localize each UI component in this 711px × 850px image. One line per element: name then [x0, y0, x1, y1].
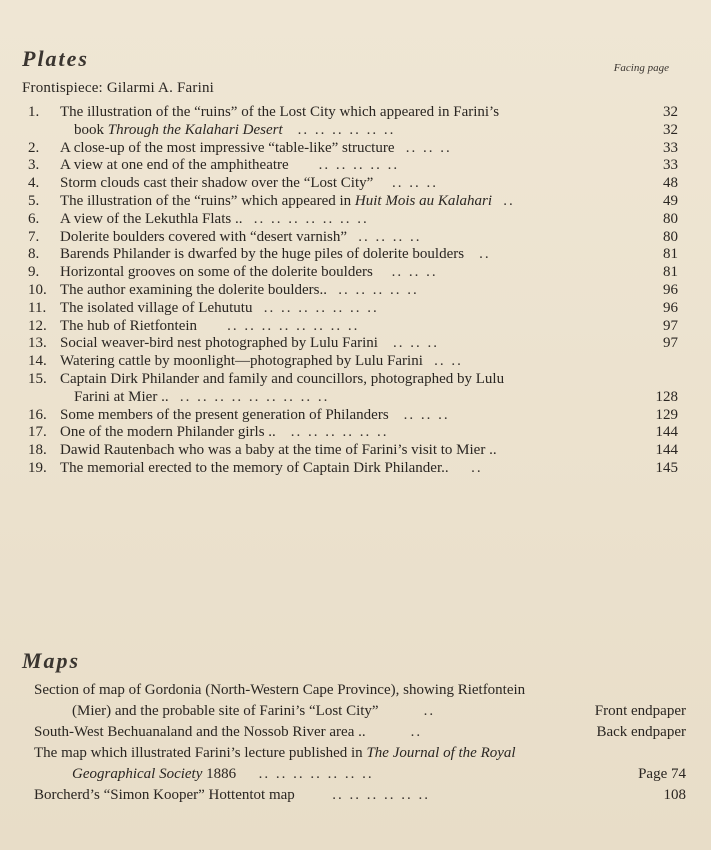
map-entry-1-cont: [34, 701, 686, 722]
leader-dots: .. .. .. .. .. ..: [290, 424, 389, 441]
plate-page: 144: [655, 424, 678, 441]
plate-entry-18: 18. Dawid Rautenbach who was a baby at the time of Farini’s visit to Mier .. 144: [28, 442, 678, 459]
plate-entry-2: 2. A close-up of the most impressive “table-like” structure .. .. .. 33: [28, 139, 678, 156]
leader-dots: .. .. .. .. .. .. .. .. ..: [179, 388, 330, 405]
plate-entry-4: 4. Storm clouds cast their shadow over the “Lost City” .. .. .. 48: [28, 175, 678, 192]
maps-heading: Maps: [22, 648, 81, 673]
book-title: Huit Mois au Kalahari: [354, 192, 493, 209]
leader-dots: .. .. ..: [405, 139, 452, 156]
plate-entry-1: [22, 104, 678, 122]
map-caption: (Mier) and the probable site of Farini’s “Lost City”: [72, 703, 379, 719]
plate-entry-12: 12. The hub of Rietfontein .. .. .. .. .. .. .. .. 97: [28, 317, 678, 334]
leader-dots: .. .. ..: [403, 406, 450, 423]
frontispiece-entry: Frontispiece: Gilarmi A. Farini: [22, 80, 215, 96]
plate-number: 1.: [28, 104, 40, 120]
plate-caption: Storm clouds cast their shadow over the “Lost City”: [60, 175, 374, 192]
plate-entry-14: 14. Watering cattle by moonlight—photographed by Lulu Farini .. ..: [28, 353, 463, 370]
plate-entry-9: 9. Horizontal grooves on some of the dolerite boulders .. .. .. 81: [28, 264, 678, 281]
maps-list: [34, 680, 686, 806]
plate-entry-8: 8. Barends Philander is dwarfed by the huge piles of dolerite boulders .. 81: [28, 246, 678, 263]
journal-title: Geographical Society: [72, 766, 203, 782]
leader-dots: ..: [423, 703, 436, 719]
plate-caption: The illustration of the “ruins” of the Lost City which appeared in Farini’s: [60, 104, 500, 120]
map-page: Back endpaper: [596, 724, 686, 740]
plate-entry-6: 6. A view of the Lekuthla Flats .. .. .. .. .. .. .. .. 80: [28, 210, 678, 227]
plate-page: 33: [663, 139, 678, 156]
map-entry-3: [34, 743, 686, 764]
leader-dots: .. .. .. ..: [358, 228, 422, 245]
plate-page: 49: [663, 192, 678, 209]
plate-entry-17: 17. One of the modern Philander girls .. .. .. .. .. .. .. 144: [28, 424, 678, 441]
plate-caption: The isolated village of Lehututu: [60, 299, 253, 316]
map-entry-4: [34, 785, 686, 806]
plate-entry-19: 19. The memorial erected to the memory of Captain Dirk Philander.. .. 145: [28, 459, 678, 476]
map-entry-3-cont: Geographical Society 1886 .. .. .. .. .. .. .. Page 74: [34, 764, 686, 785]
plate-page: 96: [663, 281, 678, 298]
leader-dots: .. .. .. .. .. ..: [297, 121, 396, 138]
plate-caption: The hub of Rietfontein: [60, 317, 198, 334]
plate-caption: The author examining the dolerite boulders..: [60, 281, 328, 298]
map-caption: Section of map of Gordonia (North-Western Cape Province), showing Rietfontein: [34, 682, 526, 698]
plate-page: 81: [663, 264, 678, 281]
plate-entry-15-cont: Farini at Mier .. .. .. .. .. .. .. .. .. .. 128: [74, 388, 678, 405]
plate-page: 129: [655, 406, 678, 423]
leader-dots: .. .. ..: [391, 264, 438, 281]
plate-page: 32: [663, 104, 678, 120]
leader-dots: ..: [479, 246, 491, 263]
plate-entry-16: 16. Some members of the present generation of Philanders .. .. .. 129: [28, 406, 678, 423]
plate-caption: The memorial erected to the memory of Captain Dirk Philander..: [60, 459, 449, 476]
plate-page: 33: [663, 157, 678, 174]
leader-dots: .. .. .. .. ..: [318, 157, 400, 174]
plate-caption: A view at one end of the amphitheatre: [60, 157, 289, 174]
plate-entry-1-cont: book Through the Kalahari Desert .. .. .. .. .. .. 32: [74, 121, 678, 138]
leader-dots: .. .. .. .. ..: [338, 281, 419, 298]
leader-dots: ..: [410, 724, 423, 740]
plate-page: 96: [663, 299, 678, 316]
map-caption: South-West Bechuanaland and the Nossob River area ..: [34, 724, 366, 740]
plate-caption: Barends Philander is dwarfed by the huge piles of dolerite boulders: [60, 246, 465, 263]
plates-heading: Plates: [22, 46, 89, 71]
plate-entry-13: 13. Social weaver-bird nest photographed by Lulu Farini .. .. .. 97: [28, 335, 678, 352]
plate-entry-5: 5. The illustration of the “ruins” which appeared in Huit Mois au Kalahari .. 49: [28, 192, 678, 209]
facing-page-label: Facing page: [613, 62, 669, 74]
plate-page: 48: [663, 175, 678, 192]
leader-dots: .. .. .. .. .. .. ..: [258, 766, 374, 782]
plate-entry-7: 7. Dolerite boulders covered with “desert varnish” .. .. .. .. 80: [28, 228, 678, 245]
map-page: 108: [663, 787, 686, 803]
plate-caption: Some members of the present generation of Philanders: [60, 406, 389, 423]
plate-caption: A view of the Lekuthla Flats ..: [60, 210, 243, 227]
leader-dots: ..: [471, 459, 483, 476]
leader-dots: .. .. .. .. .. .. ..: [263, 299, 379, 316]
plate-page: 80: [663, 228, 678, 245]
plate-page: 145: [655, 459, 678, 476]
plate-caption: Watering cattle by moonlight—photographed by Lulu Farini: [60, 353, 423, 370]
map-page: Page 74: [638, 766, 686, 782]
map-page: Front endpaper: [594, 703, 686, 719]
plate-page: 97: [663, 317, 678, 334]
plate-caption: Captain Dirk Philander and family and councillors, photographed by Lulu: [60, 370, 505, 387]
plate-entry-10: 10. The author examining the dolerite boulders.. .. .. .. .. .. 96: [28, 281, 678, 298]
map-caption: Borcherd’s “Simon Kooper” Hottentot map: [34, 787, 295, 803]
plate-caption: Dawid Rautenbach who was a baby at the time of Farini’s visit to Mier ..: [60, 442, 497, 459]
journal-title: The Journal of the Royal: [366, 745, 516, 761]
plate-caption: One of the modern Philander girls ..: [60, 424, 276, 441]
leader-dots: .. .. .. .. .. .. .. ..: [227, 317, 360, 334]
plate-page: 97: [663, 335, 678, 352]
map-entry-2: [34, 722, 686, 743]
leader-dots: ..: [503, 192, 515, 209]
plate-page: 144: [655, 442, 678, 459]
leader-dots: .. .. .. .. .. .. ..: [253, 210, 369, 227]
leader-dots: .. .. ..: [392, 175, 439, 192]
book-title: Through the Kalahari Desert: [107, 121, 283, 138]
plate-caption: Dolerite boulders covered with “desert varnish”: [60, 228, 347, 245]
leader-dots: .. ..: [434, 353, 463, 370]
plate-page: 80: [663, 210, 678, 227]
plate-caption: The illustration of the “ruins” which appeared in: [60, 192, 355, 209]
plate-entry-3: 3. A view at one end of the amphitheatre .. .. .. .. .. 33: [28, 157, 678, 174]
map-caption: The map which illustrated Farini’s lecture published in: [34, 745, 367, 761]
plate-caption: Social weaver-bird nest photographed by Lulu Farini: [60, 335, 378, 352]
leader-dots: .. .. ..: [392, 335, 439, 352]
plates-list: [22, 104, 678, 478]
leader-dots: .. .. .. .. .. ..: [332, 787, 431, 803]
plate-entry-15: 15. Captain Dirk Philander and family and councillors, photographed by Lulu: [22, 371, 678, 389]
map-entry-1: [34, 680, 686, 701]
plate-page: 32: [663, 121, 678, 138]
plate-caption: Horizontal grooves on some of the dolerite boulders: [60, 264, 373, 281]
plate-caption: A close-up of the most impressive “table-like” structure: [60, 139, 395, 156]
plate-page: 128: [655, 388, 678, 405]
plate-page: 81: [663, 246, 678, 263]
plate-entry-11: 11. The isolated village of Lehututu .. .. .. .. .. .. .. 96: [28, 299, 678, 316]
